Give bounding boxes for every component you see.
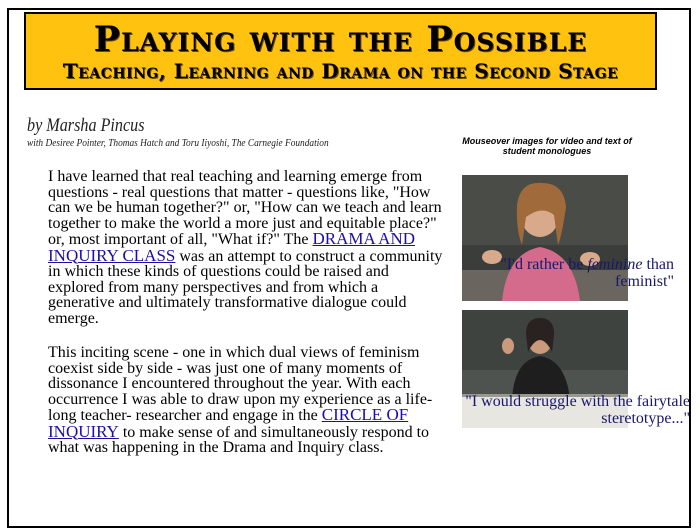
quote-2-text: "I would struggle with the fairytale steretotype..." xyxy=(465,393,690,427)
quote-1-emphasis: feminine xyxy=(587,256,643,273)
quote-1-text-b: than feminist" xyxy=(615,256,674,290)
coauthors-line: with Desiree Pointer, Thomas Hatch and Toru Iiyoshi, The Carnegie Foundation xyxy=(27,137,329,149)
circle-of-inquiry-link[interactable]: CIRCLE OF INQUIRY xyxy=(48,405,409,441)
title-banner xyxy=(24,12,657,90)
paragraph-scene xyxy=(48,345,448,456)
paragraph-scene-text-b: to make sense of and simultaneously respond to what was happening in the Drama and Inquiry class. xyxy=(48,423,430,456)
mouseover-note: Mouseover images for video and text of student monologues xyxy=(462,136,632,156)
page-title: Playing with the Possible xyxy=(93,19,588,60)
paragraph-scene-text-a: This inciting scene - one in which dual views of feminism coexist side by side - was just one of many moments of dissonance I encountered throughout the year. With each occurrence I was able to draw upon my experience as a life-long teacher- researcher and engage in the xyxy=(48,344,433,424)
author-byline: by Marsha Pincus xyxy=(27,115,145,136)
quote-1-text-a: "I'd rather be xyxy=(500,256,588,273)
paragraph-intro-text-a: I have learned that real teaching and learning emerge from questions - real questions that matter - questions like, "How can we be human together?" or, "How can we teach and learn together to make the world a more just and equitable place?" or, most important of all, "What if?" The xyxy=(48,168,442,248)
student-quote-1 xyxy=(444,256,674,290)
page-subtitle: Teaching, Learning and Drama on the Second Stage xyxy=(62,59,619,83)
drama-inquiry-class-link[interactable]: DRAMA AND INQUIRY CLASS xyxy=(48,229,416,265)
paragraph-intro xyxy=(48,169,448,326)
student-quote-2 xyxy=(440,393,690,427)
paragraph-intro-text-b: was an attempt to construct a community in which these kinds of questions could be raised and explored from many perspectives and from which a generative and ultimately transformative dialogue could emerge. xyxy=(48,247,443,327)
